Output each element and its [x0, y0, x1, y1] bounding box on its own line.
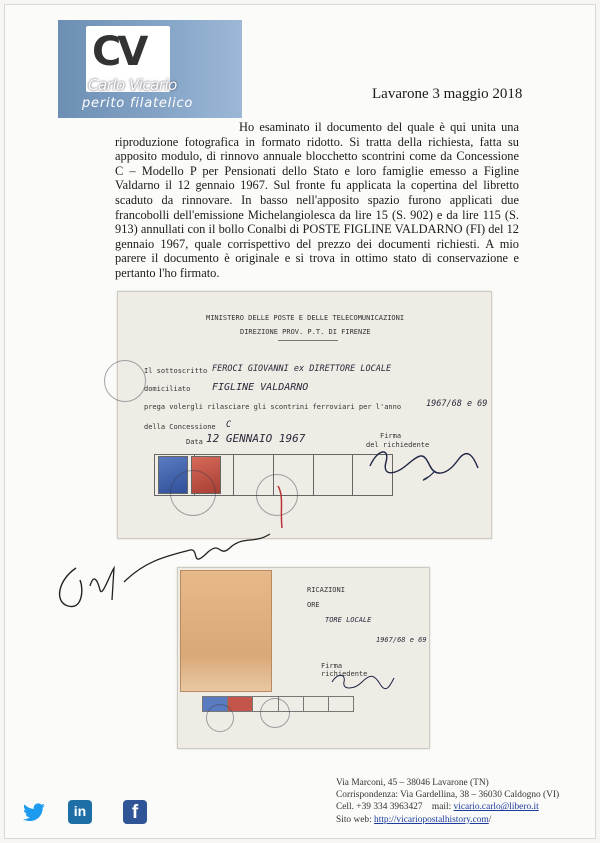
website-link[interactable]: http://vicariopostalhistory.com — [374, 814, 489, 825]
doc-divider — [278, 340, 338, 341]
doc-line3-label: prega volergli rilasciare gli scontrini ferroviari per l'anno — [144, 403, 402, 411]
doc-line2-value: FIGLINE VALDARNO — [212, 382, 309, 393]
doc-line2-label: domiciliato — [144, 385, 191, 393]
postmark — [206, 704, 234, 732]
doc2-line4: 1967/68 e 69 — [376, 636, 427, 644]
applicant-signature-small — [328, 668, 398, 694]
doc-line3-value: 1967/68 e 69 — [426, 399, 488, 409]
facebook-icon[interactable]: f — [123, 800, 147, 824]
doc2-line1: RICAZIONI — [307, 586, 345, 594]
doc-header-direction: DIREZIONE PROV. P.T. DI FIRENZE — [240, 328, 371, 336]
postmark — [260, 698, 290, 728]
postmark — [104, 360, 146, 402]
logo-subtitle: perito filatelico — [82, 96, 194, 111]
doc-line4-label: della Concessione — [144, 423, 216, 431]
email-link[interactable]: vicario.carlo@libero.it — [453, 802, 539, 813]
footer-address: Via Marconi, 45 – 38046 Lavarone (TN) — [336, 778, 489, 788]
footer-contacts — [336, 801, 559, 813]
doc-data-label: Data — [186, 438, 203, 446]
applicant-signature — [364, 442, 484, 486]
certificate-text: Ho esaminato il documento del quale è qui unita una riproduzione fotografica in formato ridotto. Si tratta della richiesta, fatta su apposito modulo, di rinnovo annuale blocchetto scontrini come da Concessione C – Modello P per Pensionati dello Stato e loro famiglie emesso a Figline Valdarno il 12 gennaio 1967. Sul fronte fu applicata la copertina del libretto scaduto da rinnovare. In basso nell'apposito spazio furono applicati due francobolli dell'emissione Michelangiolesca da lire 15 (S. 902) e da lire 115 (S. 913) annullati con il bollo Conalbi di POSTE FIGLINE VALDARNO (FI) del 12 gennaio 1967, quale corrispettivo del prezzo dei documenti richiesti. A mio parere il documento è originale e si trova in ottimo stato di conservazione e pertanto l'ho firmato. — [115, 120, 519, 280]
document-photo-back — [177, 567, 430, 749]
doc-header-ministry: MINISTERO DELLE POSTE E DELLE TELECOMUNICAZIONI — [206, 314, 405, 322]
doc-line1-value: FEROCI GIOVANNI ex DIRETTORE LOCALE — [212, 364, 392, 374]
letter-date: Lavarone 3 maggio 2018 — [372, 86, 523, 102]
footer-site — [336, 814, 559, 826]
doc2-firma: Firma — [321, 662, 343, 670]
footer-cell: Cell. +39 334 3963427 — [336, 802, 423, 813]
doc-line1-label: Il sottoscritto — [144, 367, 208, 375]
footer-site-label: Sito web: — [336, 814, 372, 825]
linkedin-icon[interactable]: in — [68, 800, 92, 824]
doc-data-value: 12 GENNAIO 1967 — [206, 432, 306, 445]
footer-mail-label: mail: — [431, 802, 452, 813]
postmark — [170, 470, 216, 516]
doc2-richiedente: richiedente — [321, 670, 368, 678]
doc2-line3: TORE LOCALE — [325, 616, 372, 624]
doc-firma-label: Firma — [380, 432, 402, 440]
doc2-line2: ORE — [307, 601, 320, 609]
footer-site-tail: / — [488, 814, 492, 825]
logo — [58, 20, 242, 118]
logo-monogram: CV — [92, 29, 145, 75]
document-photo-front — [117, 291, 492, 539]
contact-footer — [336, 777, 559, 826]
logo-name: Carlo Vicario — [88, 76, 177, 94]
footer-correspondence: Corrispondenza: Via Gardellina, 38 – 36030 Caldogno (VI) — [336, 790, 560, 801]
twitter-icon[interactable] — [22, 800, 46, 824]
booklet-cover — [180, 570, 272, 692]
doc-firma-sub: del richiedente — [366, 441, 430, 449]
doc-line4-value: C — [226, 420, 232, 430]
